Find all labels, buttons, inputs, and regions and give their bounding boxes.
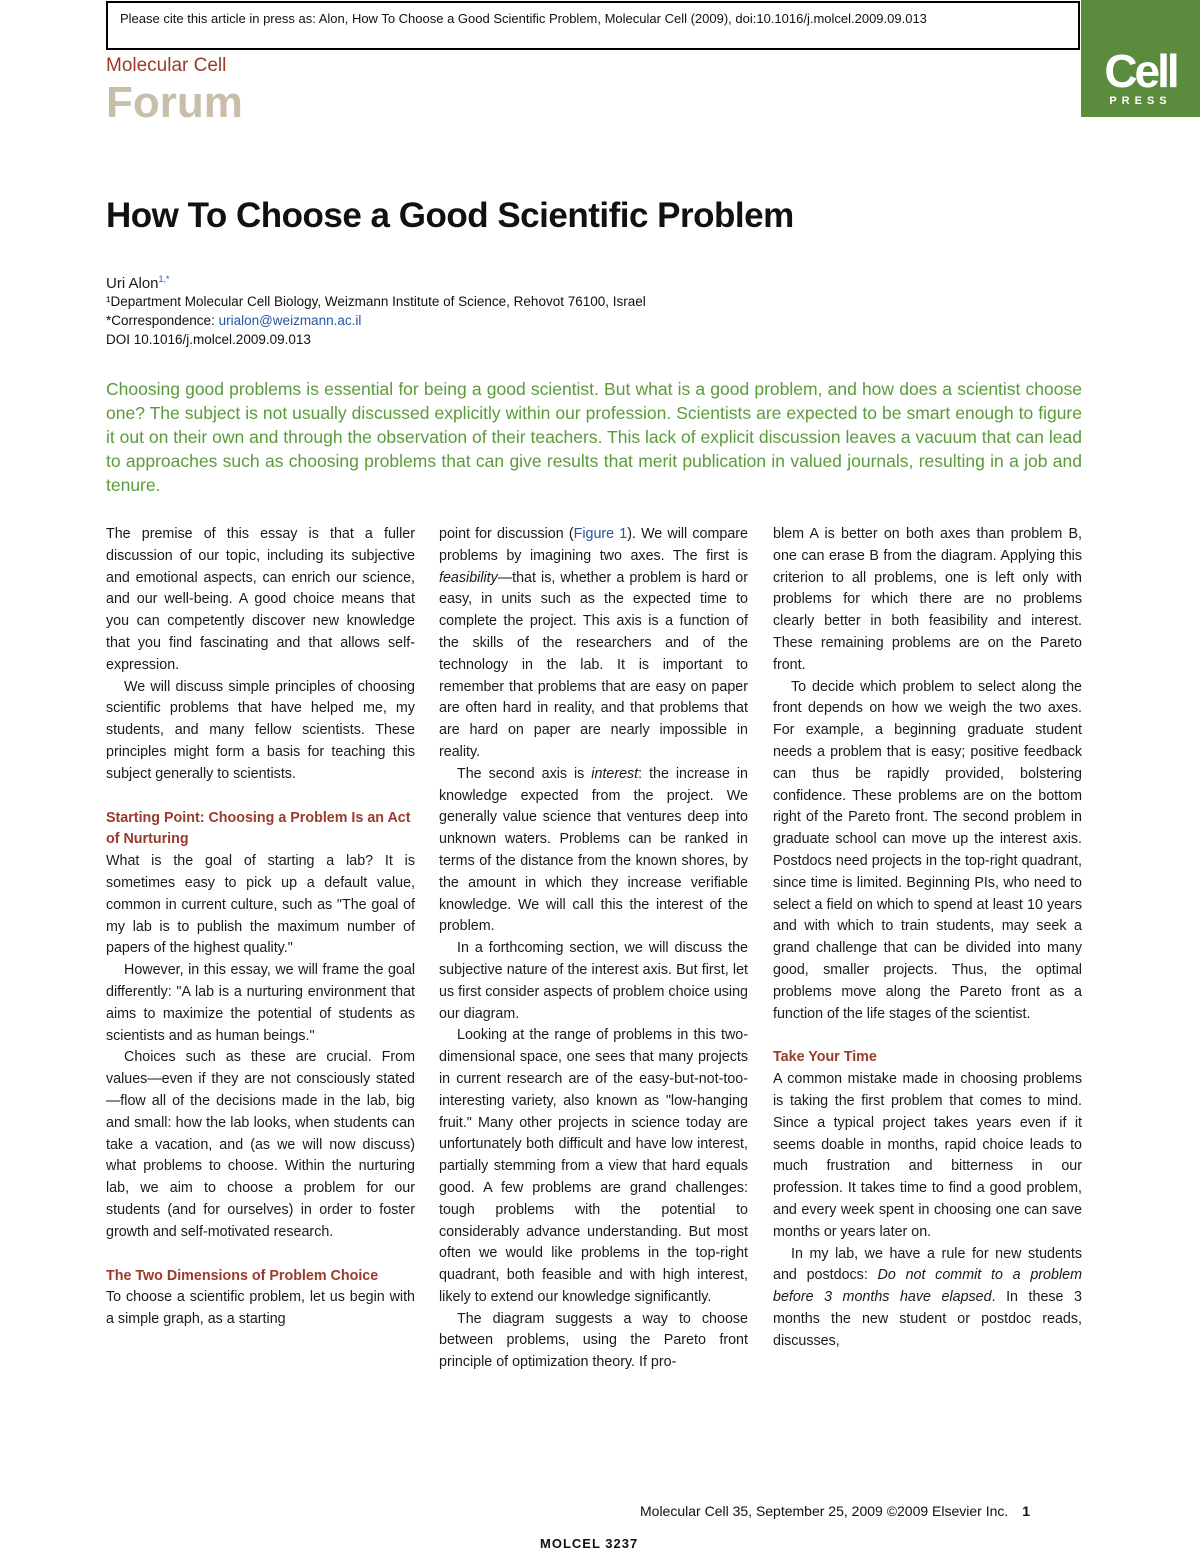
paragraph: To choose a scientific problem, let us begin with a simple graph, as a starting <box>106 1289 415 1328</box>
paragraph: Choices such as these are crucial. From values—even if they are not consciously stated—flow all of the decisions made in the lab, big and small: how the lab looks, when students can take a vacation, and (as we will now discuss) what problems to choose. Within the nurturing lab, we aim to choose a problem for our students (and for ourselves) in order to foster growth and self-motivated research. <box>106 1049 415 1240</box>
paragraph: What is the goal of starting a lab? It is sometimes easy to pick up a default value, common in current culture, such as "The goal of my lab is to publish the maximum number of papers of the highest quality." <box>106 853 415 957</box>
correspondence-email-link[interactable]: urialon@weizmann.ac.il <box>218 313 362 328</box>
paragraph <box>773 1244 1082 1353</box>
emphasis-interest: interest <box>591 765 639 782</box>
paragraph: However, in this essay, we will frame the goal differently: "A lab is a nurturing environment that aims to maximize the potential of students as scientists and as human beings." <box>106 962 415 1044</box>
correspondence-label: *Correspondence: <box>106 313 219 328</box>
paragraph: A common mistake made in choosing problems is taking the first problem that comes to mind. Since a typical project takes years even if it seems doable in months, rapid choice leads to much frustration and bitterness in our profession. It takes time to find a good problem, and every week spent in choosing one can save months or years later on. <box>773 1071 1082 1240</box>
paragraph: blem A is better on both axes than problem B, one can erase B from the diagram. Applying this criterion to all problems, one is left only with problems for which there are no problems clearly better in both feasibility and interest. These remaining problems are on the Pareto front. <box>773 526 1082 673</box>
text-run: The second axis is <box>457 765 592 782</box>
paragraph <box>439 524 748 764</box>
page-number: 1 <box>1022 1503 1031 1519</box>
paragraph: The premise of this essay is that a fuller discussion of our topic, including its subjective and emotional aspects, can enrich our science, and our well-being. A good choice means that you can competently discover new knowledge that you find fascinating and that allows self-expression. <box>106 526 415 673</box>
column-1 <box>106 524 415 1331</box>
emphasis-rule: Do not commit to a problem before 3 months have elapsed <box>773 1267 1083 1306</box>
cell-logo-text: Cell <box>1104 45 1177 97</box>
text-run: —that is, whether a problem is hard or easy, in units such as the expected time to complete the project. This axis is a function of the skills of the researchers and of the technology in the lab. It is important to remember that problems that are easy on paper are often hard in reality, and that problems that are hard on paper are nearly impossible in reality. <box>439 569 748 760</box>
abstract: Choosing good problems is essential for being a good scientist. But what is a good problem, and how does a scientist choose one? The subject is not usually discussed explicitly within our profession. Scientists are expected to be smart enough to figure it out on their own and through the observation of their teachers. This lack of explicit discussion leaves a vacuum that can lead to approaches such as choosing problems that can give results that merit publication in valued journals, resulting in a job and tenure. <box>106 379 1082 495</box>
author-line <box>106 274 170 292</box>
section-label: Forum <box>106 78 243 127</box>
section-heading-two-dimensions: The Two Dimensions of Problem Choice <box>106 1267 379 1284</box>
text-run: ). We will compare problems by imagining two axes. The first is <box>439 526 748 564</box>
emphasis-feasibility: feasibility <box>439 569 498 586</box>
article-title: How To Choose a Good Scientific Problem <box>106 196 794 235</box>
page-footer <box>640 1503 1030 1519</box>
text-run: point for discussion ( <box>439 526 574 542</box>
paragraph: In a forthcoming section, we will discuss the subjective nature of the interest axis. But first, let us first consider aspects of problem choice using our diagram. <box>439 940 748 1022</box>
text-run: : the increase in knowledge expected from the project. We generally value science that ventures deep into unknown waters. Problems can be ranked in terms of the distance from the known shores, by the amount in which they increase verifiable knowledge. We will call this the interest of the problem. <box>439 765 748 935</box>
paragraph: To decide which problem to select along the front depends on how we weigh the two axes. For example, a beginning graduate student needs a problem that is easy; positive feedback can thus be rapidly provided, bolstering confidence. These problems are on the bottom right of the Pareto front. The second problem in graduate school can move up the interest axis. Postdocs need projects in the top-right quadrant, since time is limited. Beginning PIs, who need to select a field on which to spend at least 10 years and with which to train students, may seek a grand challenge that can be divided into many good, smaller projects. Thus, the optimal problems move along the Pareto front as a function of the life stages of the scientist. <box>773 678 1082 1022</box>
paragraph: The diagram suggests a way to choose between problems, using the Pareto front principle of optimization theory. If pro- <box>439 1310 748 1371</box>
journal-name: Molecular Cell <box>106 55 227 76</box>
paragraph <box>439 764 748 938</box>
issue-info: Molecular Cell 35, September 25, 2009 ©2009 Elsevier Inc. <box>640 1503 1009 1519</box>
press-logo-text: PRESS <box>1109 95 1172 107</box>
author-marks: 1,* <box>158 274 170 284</box>
column-3 <box>773 524 1082 1352</box>
citation-text: Please cite this article in press as: Alon, How To Choose a Good Scientific Problem, Molecular Cell (2009), doi:10.1016/j.molcel.2009.09.013 <box>120 11 927 26</box>
section-heading-nurturing: Starting Point: Choosing a Problem Is an Act of Nurturing <box>106 809 411 848</box>
text-run: . In these 3 months the new student or postdoc reads, discusses, <box>773 1289 1082 1349</box>
text-run: In my lab, we have a rule for new students and postdocs: <box>773 1245 1082 1284</box>
paragraph: Looking at the range of problems in this two-dimensional space, one sees that many projects in current research are of the easy-but-not-too-interesting variety, also known as "low-hanging fruit." Many other projects in science today are unfortunately both difficult and have low interest, partially stemming from a view that hard equals good. A few problems are grand challenges: tough problems with the potential to considerably advance understanding. But most often we would like problems in the top-right quadrant, both feasible and with high interest, likely to extend our knowledge significantly. <box>439 1027 748 1305</box>
citation-box <box>106 1 1080 50</box>
affiliation: ¹Department Molecular Cell Biology, Weizmann Institute of Science, Rehovot 76100, Israel <box>106 294 646 309</box>
column-2 <box>439 524 748 1374</box>
paragraph: We will discuss simple principles of choosing scientific problems that have helped me, my students, and many fellow scientists. These principles might form a basis for teaching this subject generally to scientists. <box>106 678 415 782</box>
doi-line: DOI 10.1016/j.molcel.2009.09.013 <box>106 332 311 347</box>
cell-press-logo <box>1081 0 1200 117</box>
author-name: Uri Alon <box>106 275 159 292</box>
manuscript-code: MOLCEL 3237 <box>540 1536 639 1551</box>
figure-1-link[interactable]: Figure 1 <box>573 526 628 542</box>
correspondence <box>106 313 361 328</box>
section-heading-take-your-time: Take Your Time <box>773 1049 877 1066</box>
